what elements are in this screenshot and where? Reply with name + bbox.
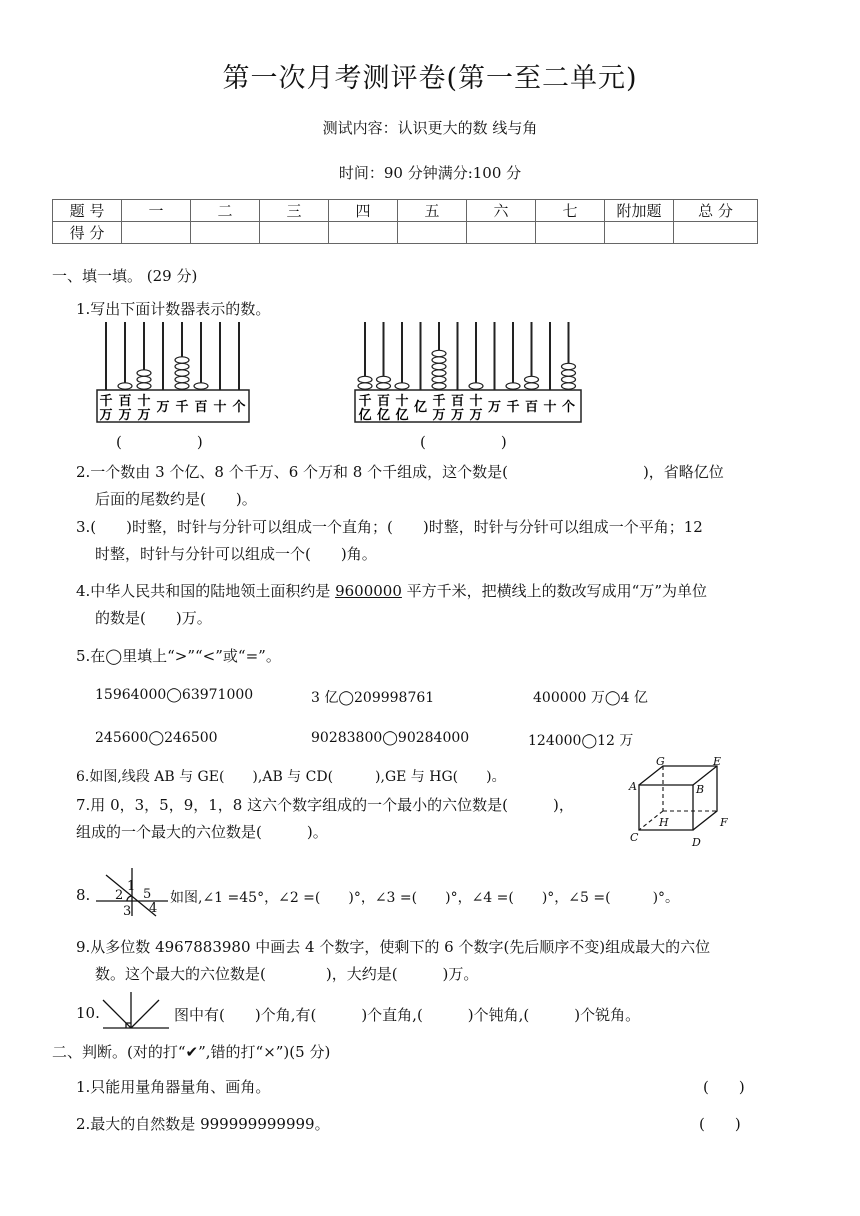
score-cell[interactable]: [398, 222, 467, 244]
abacus-2-place-label: 千: [358, 394, 372, 409]
abacus-1-bead: [118, 383, 132, 389]
cube-label: H: [659, 816, 669, 829]
section2-title: 二、判断。(对的打“✔”,错的打“×”)(5 分): [52, 1043, 331, 1061]
cube-label: B: [696, 783, 705, 796]
abacus-2-place-label: 亿: [395, 408, 409, 423]
question-8-number: 8.: [76, 886, 91, 904]
score-head-cell: 五: [398, 200, 467, 222]
question-4-line1: [76, 580, 707, 601]
abacus-2-place-label: 亿: [413, 400, 428, 415]
score-head-cell: 四: [329, 200, 398, 222]
abacus-2-place-label: 十: [395, 394, 409, 409]
abacus-1-bead: [175, 370, 189, 376]
score-head-cell: 七: [536, 200, 605, 222]
question-2-line1: 2.一个数由 3 个亿、8 个千万、6 个万和 8 个千组成，这个数是( )，省略亿位: [76, 463, 724, 481]
abacus-2-place-label: 万: [469, 408, 483, 423]
question-4-underlined-number: 9600000: [335, 582, 402, 600]
q10-right-ray: [131, 1000, 159, 1028]
abacus-2-bead: [562, 376, 576, 382]
cube-label: G: [656, 756, 665, 768]
question-6: 6.如图,线段 AB 与 GE( ),AB 与 CD( ),GE 与 HG( )。: [76, 769, 506, 785]
abacus-2-place-label: 亿: [376, 408, 391, 423]
abacus-2-bead: [358, 383, 372, 389]
abacus-1-place-label: 千: [99, 394, 113, 409]
compare-item[interactable]: 15964000◯63971000: [95, 687, 254, 703]
score-row-label: 得 分: [53, 222, 122, 244]
abacus-1-place-label: 十: [137, 394, 151, 409]
abacus-1-place-label: 万: [156, 400, 170, 415]
abacus-2-place-label: 个: [561, 400, 576, 415]
abacus-2-bead: [432, 376, 446, 382]
abacus-2-place-label: 万: [432, 408, 446, 423]
judge-item-2-paren[interactable]: ( ): [699, 1115, 741, 1133]
abacus-2-bead: [432, 357, 446, 363]
abacus-2-bead: [562, 383, 576, 389]
question-10-text: 图中有( )个角,有( )个直角,( )个钝角,( )个锐角。: [174, 1006, 641, 1024]
abacus-1-place-label: 万: [99, 408, 113, 423]
score-cell[interactable]: [122, 222, 191, 244]
question-4-text-a: 4.中华人民共和国的陆地领土面积约是: [76, 582, 336, 600]
abacus-2-bead: [525, 383, 539, 389]
abacus-1-bead: [175, 376, 189, 382]
abacus-2-bead: [562, 363, 576, 369]
abacus-1-bead: [137, 376, 151, 382]
compare-item[interactable]: 400000 万◯4 亿: [533, 690, 648, 706]
cube-label: D: [692, 836, 701, 849]
q8-angle-label: 2: [115, 888, 124, 903]
abacus-1-place-label: 个: [232, 400, 246, 415]
abacus-1-bead: [137, 383, 151, 389]
judge-item-1: 1.只能用量角器量角、画角。: [76, 1078, 271, 1096]
abacus-2-place-label: 亿: [358, 408, 372, 423]
abacus-1-place-label: 百: [194, 400, 208, 415]
abacus-1-place-label: 千: [175, 400, 189, 415]
question-8-text: 如图,∠1 =45°，∠2 =( )°，∠3 =( )°，∠4 =( )°，∠5 =( )°。: [170, 890, 680, 906]
score-head-cell: 附加题: [605, 200, 674, 222]
abacus-2-answer-paren[interactable]: ( ): [420, 433, 507, 451]
score-head-cell: 一: [122, 200, 191, 222]
page-title: 第一次月考测评卷(第一至二单元): [222, 63, 638, 94]
abacus-1-place-label: 万: [137, 408, 151, 423]
abacus-1-answer-paren[interactable]: ( ): [116, 433, 203, 451]
question-1: 1.写出下面计数器表示的数。: [76, 300, 271, 318]
question-9-line1: 9.从多位数 4967883980 中画去 4 个数字，使剩下的 6 个数字(先后顺序不变)组成最大的六位: [76, 938, 711, 956]
score-cell[interactable]: [191, 222, 260, 244]
judge-item-2: 2.最大的自然数是 999999999999。: [76, 1115, 330, 1133]
abacus-2-bead: [395, 383, 409, 389]
score-head-cell: 二: [191, 200, 260, 222]
cube-label: C: [630, 831, 639, 844]
abacus-2-place-label: 千: [506, 400, 520, 415]
abacus-2: [354, 318, 586, 428]
abacus-2-place-label: 百: [450, 394, 465, 409]
abacus-2-place-label: 万: [487, 400, 502, 415]
question-3-line1: 3.( )时整，时针与分针可以组成一个直角；( )时整，时针与分针可以组成一个平角；12: [76, 518, 703, 536]
q8-angle-label: 5: [143, 887, 152, 902]
question-4-line2: 的数是( )万。: [95, 609, 212, 627]
question-3-line2: 时整，时针与分针可以组成一个( )角。: [95, 545, 377, 563]
abacus-1-bead: [137, 370, 151, 376]
question-9-line2: 数。这个最大的六位数是( )，大约是( )万。: [95, 965, 479, 983]
abacus-2-bead: [469, 383, 483, 389]
abacus-2-place-label: 十: [469, 394, 483, 409]
score-cell[interactable]: [467, 222, 536, 244]
score-table: [52, 199, 758, 244]
compare-item[interactable]: 3 亿◯209998761: [311, 690, 435, 706]
cube-label: E: [713, 756, 722, 768]
compare-item[interactable]: 90283800◯90284000: [311, 730, 470, 746]
angle-figure-q8: [94, 866, 170, 918]
test-content: 测试内容：认识更大的数 线与角: [322, 119, 538, 137]
abacus-2-place-label: 万: [450, 408, 465, 423]
q8-angle-arc: [127, 896, 132, 901]
test-time: 时间：90 分钟满分:100 分: [338, 164, 522, 182]
score-cell[interactable]: [329, 222, 398, 244]
question-7-line2: 组成的一个最大的六位数是( )。: [76, 823, 328, 841]
abacus-2-bead: [377, 376, 391, 382]
abacus-1-bead: [175, 357, 189, 363]
q10-left-ray: [103, 1000, 131, 1028]
abacus-2-place-label: 千: [432, 394, 446, 409]
abacus-1-bead: [175, 383, 189, 389]
score-head-cell: 三: [260, 200, 329, 222]
score-cell[interactable]: [260, 222, 329, 244]
abacus-2-bead: [432, 370, 446, 376]
abacus-1: [96, 318, 256, 428]
abacus-2-place-label: 十: [543, 400, 557, 415]
abacus-2-bead: [432, 383, 446, 389]
question-7-line1: 7.用 0，3，5，9，1，8 这六个数字组成的一个最小的六位数是( )，: [76, 796, 574, 814]
q8-angle-label: 3: [123, 904, 132, 918]
abacus-1-place-label: 百: [118, 394, 132, 409]
score-head-cell: 总 分: [674, 200, 758, 222]
compare-item[interactable]: 245600◯246500: [95, 730, 218, 746]
q8-angle-label: 1: [127, 879, 136, 894]
abacus-2-bead: [377, 383, 391, 389]
question-5: 5.在◯里填上“>”“<”或“=”。: [76, 647, 281, 665]
score-cell[interactable]: [674, 222, 758, 244]
score-table-score-row: [53, 222, 758, 244]
section1-title: 一、填一填。 (29 分): [52, 267, 198, 285]
score-cell[interactable]: [605, 222, 674, 244]
question-4-text-b: 平方千米，把横线上的数改写成用“万”为单位: [401, 582, 708, 600]
abacus-2-place-label: 百: [524, 400, 539, 415]
judge-item-1-paren[interactable]: ( ): [703, 1078, 745, 1096]
q8-angle-label: 4: [149, 901, 158, 916]
cube-label: A: [629, 780, 637, 793]
abacus-2-bead: [432, 363, 446, 369]
abacus-1-bead: [175, 363, 189, 369]
abacus-2-bead: [562, 370, 576, 376]
angle-figure-q10: [101, 990, 171, 1030]
score-head-cell: 题 号: [53, 200, 122, 222]
abacus-2-bead: [525, 376, 539, 382]
question-10-number: 10.: [76, 1004, 100, 1022]
question-2-line2: 后面的尾数约是( )。: [95, 490, 257, 508]
score-head-cell: 六: [467, 200, 536, 222]
abacus-2-bead: [506, 383, 520, 389]
abacus-1-bead: [194, 383, 208, 389]
compare-item[interactable]: 124000◯12 万: [528, 733, 634, 749]
cube-figure: [625, 756, 740, 852]
abacus-2-bead: [432, 350, 446, 356]
cube-label: F: [720, 816, 728, 829]
abacus-2-place-label: 百: [376, 394, 391, 409]
abacus-1-place-label: 万: [118, 408, 132, 423]
abacus-1-place-label: 十: [213, 400, 227, 415]
score-cell[interactable]: [536, 222, 605, 244]
abacus-2-bead: [358, 376, 372, 382]
score-table-head-row: [53, 200, 758, 222]
